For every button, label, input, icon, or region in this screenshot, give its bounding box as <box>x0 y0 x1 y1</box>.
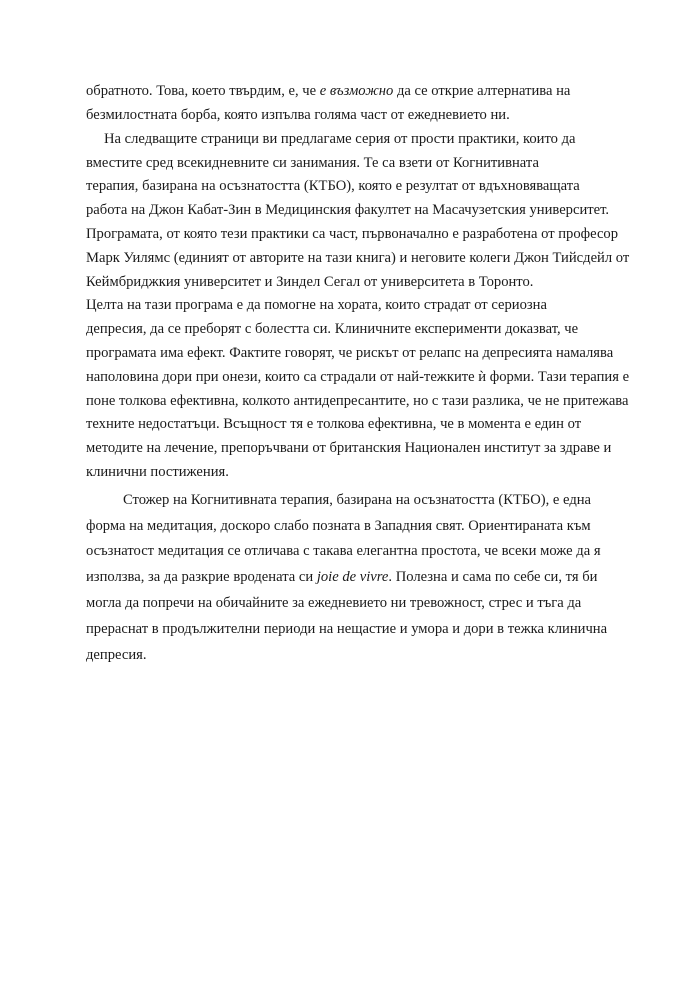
text-line: поне толкова ефективна, колкото антидепресантите, но с тази разлика, че не притежава <box>86 392 629 409</box>
text-line <box>86 79 636 103</box>
text-line: клинични постижения. <box>86 463 229 480</box>
text-line: вместите сред всекидневните си занимания. Те са взети от Когнитивната <box>86 154 539 171</box>
emphasis-text: joie de vivre <box>316 569 389 586</box>
text-line: Кеймбриджкия университет и Зиндел Сегал от университета в Торонто. <box>86 273 534 290</box>
text-line: програмата има ефект. Фактите говорят, че рискът от релапс на депресията намалява <box>86 344 614 361</box>
paragraph-2 <box>86 128 636 485</box>
text-line: могла да попречи на обичайните за ежедневието ни тревожност, стрес и тъга да <box>86 594 582 611</box>
text-line: наполовина дори при онези, които са страдали от най-тежките ѝ форми. Тази терапия е <box>86 368 630 385</box>
text-run: да се открие алтернатива на <box>393 83 571 99</box>
paragraph-1 <box>86 79 636 128</box>
text-line: форма на медитация, доскоро слабо позната в Западния свят. Ориентираната към <box>86 517 591 534</box>
body-text <box>86 79 636 668</box>
text-line: методите на лечение, препоръчвани от британския Национален институт за здраве и <box>86 440 612 457</box>
emphasis-text: е възможно <box>319 83 394 99</box>
text-run: обратното. Това, което твърдим, е, че <box>86 83 320 99</box>
paragraph-3 <box>86 488 636 669</box>
text-line: безмилостната борба, която изпълва голяма част от ежедневието ни. <box>86 107 510 124</box>
text-line: Целта на тази програма е да помогне на хората, които страдат от сериозна <box>86 297 547 314</box>
text-line: техните недостатъци. Всъщност тя е толкова ефективна, че в момента е един от <box>86 416 582 433</box>
text-line <box>86 565 636 591</box>
text-run: . Полезна и сама по себе си, тя би <box>388 569 598 586</box>
text-line: депресия. <box>86 646 147 663</box>
text-line: осъзнатост медитация се отличава с такава елегантна простота, че всеки може да я <box>86 543 601 560</box>
text-run: използва, за да разкрие вродената си <box>86 569 317 586</box>
text-line: Марк Уилямс (единият от авторите на тази книга) и неговите колеги Джон Тийсдейл от <box>86 249 630 266</box>
text-line: работа на Джон Кабат-Зин в Медицинския факултет на Масачузетския университет. <box>86 202 610 219</box>
text-line: депресия, да се преборят с болестта си. Клиничните експерименти доказват, че <box>86 321 579 338</box>
text-line: Стожер на Когнитивната терапия, базирана на осъзнатостта (КТБО), е една <box>123 491 592 508</box>
text-line: прераснат в продължителни периоди на нещастие и умора и дори в тежка клинична <box>86 620 608 637</box>
text-line: терапия, базирана на осъзнатостта (КТБО), която е резултат от вдъхновяващата <box>86 178 580 195</box>
text-line: На следващите страници ви предлагаме серия от прости практики, които да <box>104 130 576 147</box>
text-line: Програмата, от която тези практики са част, първоначално е разработена от професор <box>86 225 619 242</box>
